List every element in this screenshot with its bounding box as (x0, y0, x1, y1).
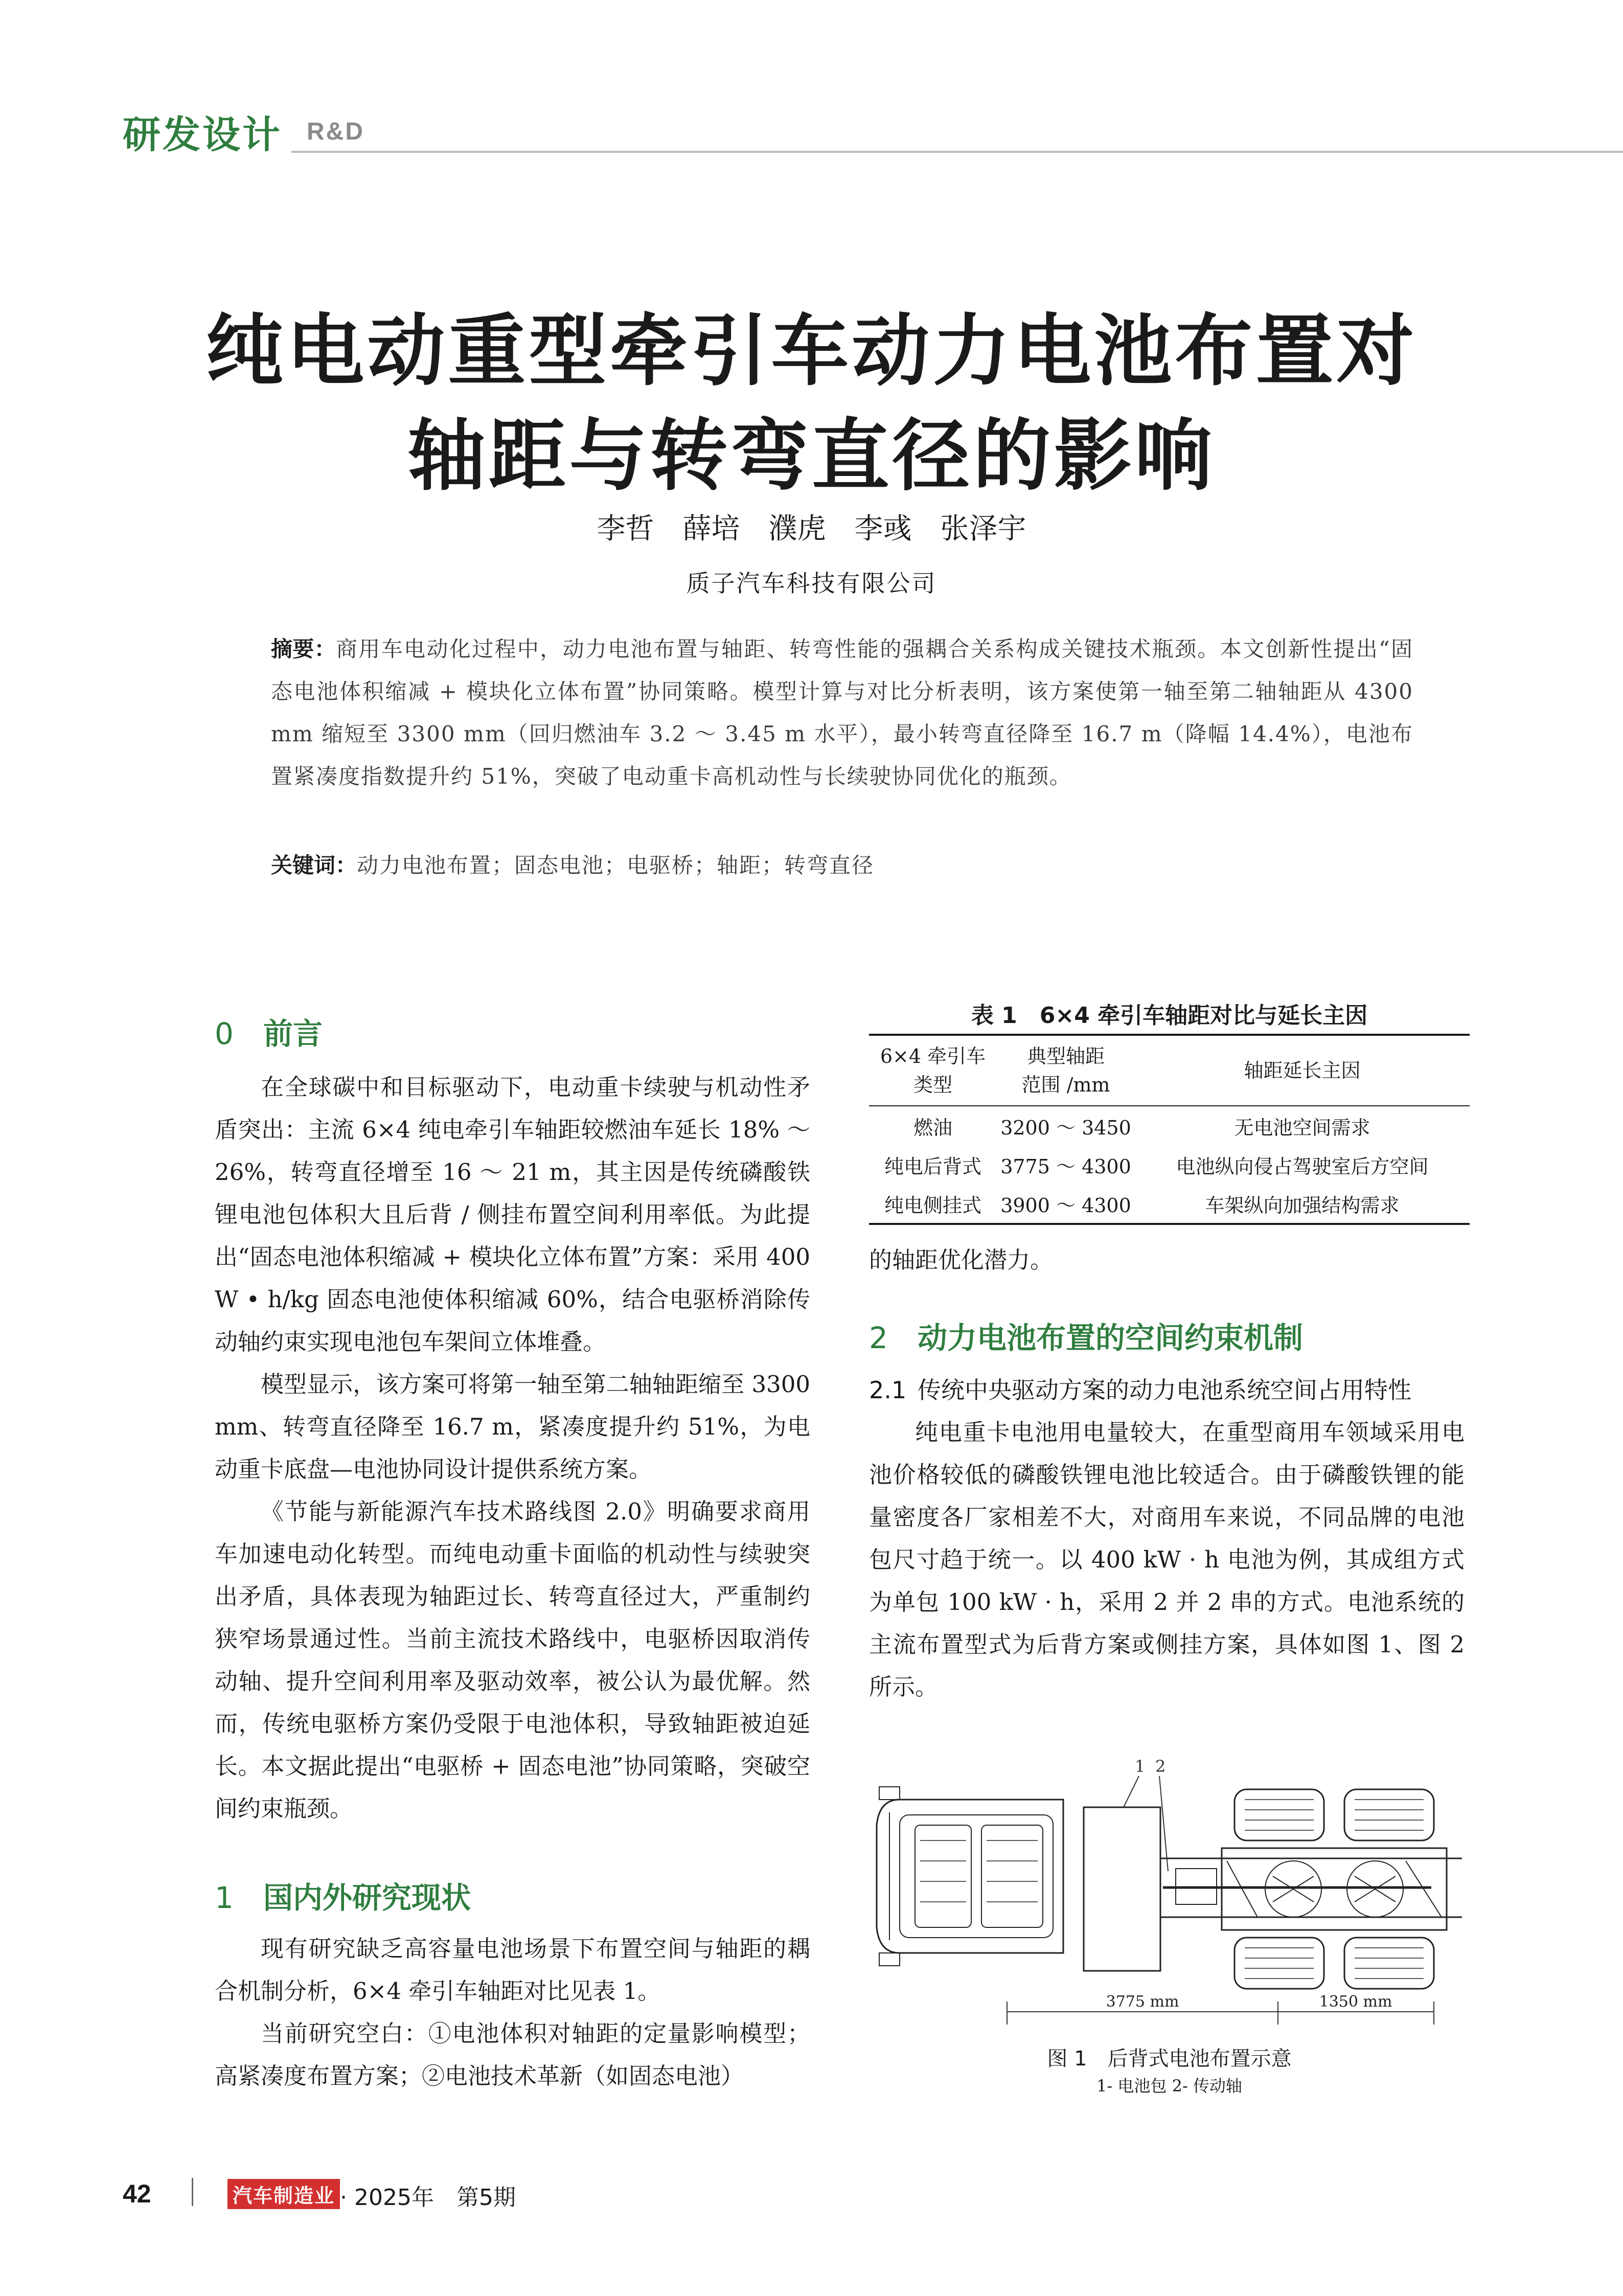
section-number: 1 (215, 1880, 234, 1915)
table-1 (869, 1034, 1470, 1225)
table-cell: 车架纵向加强结构需求 (1205, 1194, 1400, 1217)
keywords-text: 动力电池布置；固态电池；电驱桥；轴距；转弯直径 (357, 853, 875, 878)
page-number: 42 (123, 2179, 151, 2208)
figure-1-legend: 1- 电池包 2- 传动轴 (1096, 2076, 1242, 2096)
dimension-label-rear: 1350 mm (1319, 1993, 1392, 2011)
section-tag-en: R&D (307, 118, 364, 145)
table-cell: 电池纵向侵占驾驶室后方空间 (1176, 1155, 1429, 1178)
left-column-intro (215, 1066, 810, 1830)
section-tag: 研发设计 (123, 113, 282, 157)
table-row (869, 1106, 1470, 1145)
paper-title-line-1: 纯电动重型牵引车动力电池布置对 (205, 306, 1418, 396)
section-title: 动力电池布置的空间约束机制 (918, 1321, 1304, 1355)
truck-cab (877, 1787, 1063, 1966)
header-rule (291, 151, 1623, 153)
table-header-cell: 6×4 牵引车 类型 (880, 1045, 986, 1096)
section-2-heading (869, 1314, 1303, 1357)
abstract (271, 628, 1413, 798)
subsection-2-1-heading (869, 1372, 1411, 1405)
battery-pack (1084, 1807, 1160, 1971)
table-header-cell: 典型轴距 范围 /mm (1021, 1045, 1110, 1096)
table-row (869, 1184, 1470, 1224)
rear-wheels (1235, 1789, 1434, 1989)
table-cell: 3775 ～ 4300 (1000, 1155, 1131, 1178)
right-column-section-2-1 (869, 1411, 1465, 1708)
table-cell: 燃油 (913, 1116, 952, 1139)
keywords (271, 849, 1413, 879)
affiliation: 质子汽车科技有限公司 (686, 570, 937, 597)
table-cell: 纯电侧挂式 (884, 1194, 981, 1217)
subsection-title: 传统中央驱动方案的动力电池系统空间占用特性 (918, 1376, 1411, 1404)
section-title: 前言 (263, 1016, 323, 1051)
section-0-heading (215, 1010, 323, 1053)
callout-2: 2 (1155, 1759, 1166, 1776)
paragraph: 当前研究空白：①电池体积对轴距的定量影响模型；高紧凑度布置方案；②电池技术革新（如固态电池） (215, 2020, 810, 2089)
table-1-caption: 表 1 6×4 牵引车轴距对比与延长主因 (971, 1003, 1368, 1029)
right-column-continuation (869, 1239, 1465, 1281)
section-1-heading (215, 1874, 471, 1917)
paragraph: 纯电重卡电池用电量较大，在重型商用车领域采用电池价格较低的磷酸铁锂电池比较适合。由于磷酸铁锂的能量密度各厂家相差不大，对商用车来说，不同品牌的电池包尺寸趋于统一。以 400 kW · h 电池为例，其成组方式为单包 100 kW · h，采用 2 并 2 串的方式。电池系统的主流布置型式为后背方案或侧挂方案，具体如图 1、图 2 所示。 (869, 1419, 1465, 1700)
abstract-text: 商用车电动化过程中，动力电池布置与轴距、转弯性能的强耦合关系构成关键技术瓶颈。本文创新性提出“固态电池体积缩减 + 模块化立体布置”协同策略。模型计算与对比分析表明，该方案使第一轴至第二轴轴距从 4300 mm 缩短至 3300 mm（回归燃油车 3.2 ～ 3.45 m 水平），最小转弯直径降至 16.7 m（降幅 14.4%），电池布置紧凑度指数提升约 51%，突破了电动重卡高机动性与长续驶协同优化的瓶颈。 (271, 636, 1413, 789)
paper-title-line-2: 轴距与转弯直径的影响 (407, 411, 1216, 501)
table-header-row (869, 1035, 1470, 1106)
paragraph: 在全球碳中和目标驱动下，电动重卡续驶与机动性矛盾突出：主流 6×4 纯电牵引车轴距较燃油车延长 18% ～ 26%，转弯直径增至 16 ～ 21 m，其主因是传统磷酸铁锂电池包体积大且后背 / 侧挂布置空间利用率低。为此提出“固态电池体积缩减 + 模块化立体布置”方案：采用 400 W • h/kg 固态电池使体积缩减 60%，结合电驱桥消除传动轴约束实现电池包车架间立体堆叠。 (215, 1074, 810, 1355)
authors: 李哲 薛培 濮虎 李彧 张泽宇 (597, 512, 1026, 545)
issue-info: · 2025年 第5期 (340, 2185, 516, 2211)
table-cell: 3900 ～ 4300 (1000, 1194, 1131, 1217)
dimension-label-wheelbase: 3775 mm (1106, 1993, 1179, 2011)
abstract-label: 摘要： (271, 636, 336, 662)
figure-1-diagram (869, 1759, 1470, 2037)
callout-1: 1 (1135, 1759, 1146, 1776)
journal-logo: 汽车制造业 (227, 2179, 340, 2209)
paragraph: 模型显示，该方案可将第一轴至第二轴轴距缩至 3300 mm、转弯直径降至 16.7 m，紧凑度提升约 51%，为电动重卡底盘—电池协同设计提供系统方案。 (215, 1371, 810, 1483)
table-row (869, 1145, 1470, 1184)
table-cell: 3200 ～ 3450 (1000, 1116, 1131, 1139)
table-cell: 无电池空间需求 (1234, 1116, 1370, 1139)
paragraph: 《节能与新能源汽车技术路线图 2.0》明确要求商用车加速电动化转型。而纯电动重卡面临的机动性与续驶突出矛盾，具体表现为轴距过长、转弯直径过大，严重制约狭窄场景通过性。当前主流技术路线中，电驱桥因取消传动轴、提升空间利用率及驱动效率，被公认为最优解。然而，传统电驱桥方案仍受限于电池体积，导致轴距被迫延长。本文据此提出“电驱桥 + 固态电池”协同策略，突破空间约束瓶颈。 (215, 1498, 810, 1822)
subsection-number: 2.1 (869, 1376, 907, 1404)
paragraph: 现有研究缺乏高容量电池场景下布置空间与轴距的耦合机制分析，6×4 牵引车轴距对比见表 1。 (215, 1935, 810, 2005)
section-title: 国内外研究现状 (263, 1880, 471, 1915)
footer-divider (192, 2178, 193, 2206)
section-number: 2 (869, 1321, 888, 1355)
table-cell: 纯电后背式 (884, 1155, 981, 1178)
figure-1-caption: 图 1 后背式电池布置示意 (1047, 2047, 1292, 2071)
left-column-section-1 (215, 1927, 810, 2097)
keywords-label: 关键词： (271, 853, 357, 878)
section-number: 0 (215, 1016, 234, 1051)
table-header-cell: 轴距延长主因 (1244, 1059, 1361, 1082)
paragraph: 的轴距优化潜力。 (869, 1246, 1054, 1274)
leader-line (1124, 1776, 1139, 1807)
